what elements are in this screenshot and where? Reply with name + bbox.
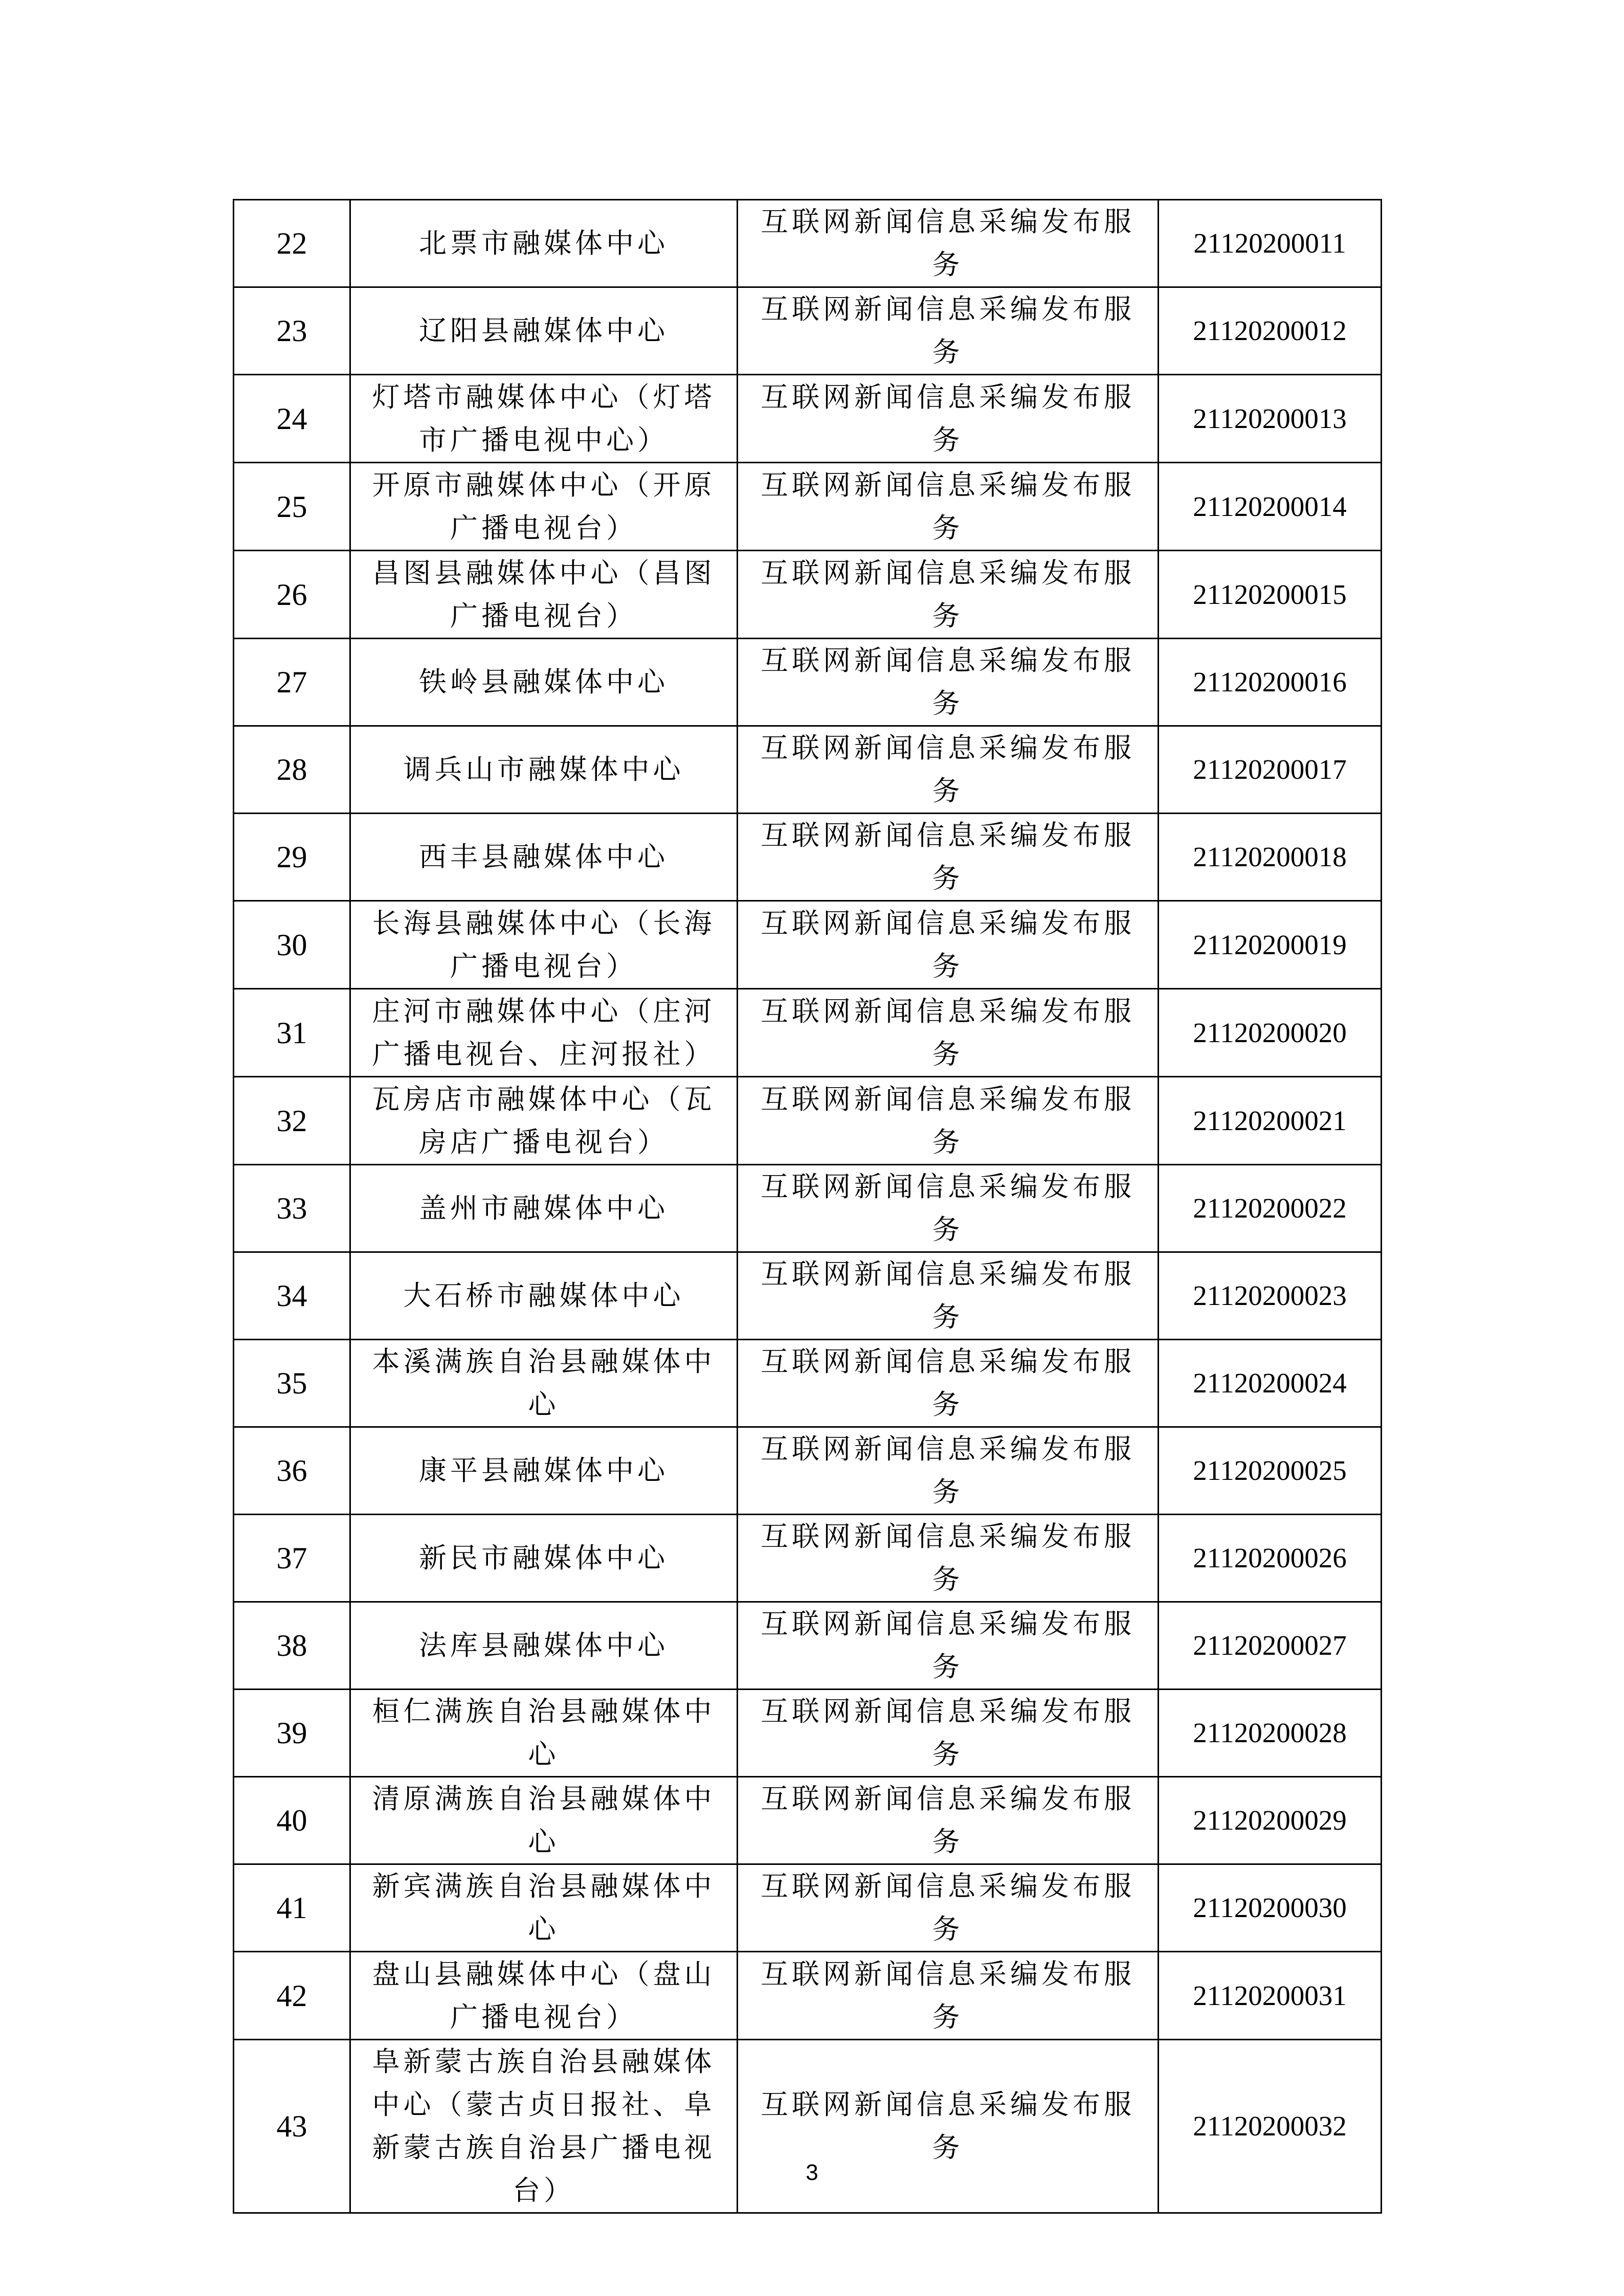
table-row — [234, 200, 1382, 287]
row-index: 28 — [234, 726, 350, 814]
row-index: 24 — [234, 375, 350, 463]
row-index: 42 — [234, 1952, 350, 2040]
license-code: 21120200020 — [1159, 989, 1382, 1077]
row-index: 32 — [234, 1077, 350, 1165]
license-code: 21120200019 — [1159, 901, 1382, 989]
organization-name: 辽阳县融媒体中心 — [350, 287, 738, 375]
service-type: 互联网新闻信息采编发布服务 — [738, 989, 1159, 1077]
license-code: 21120200024 — [1159, 1340, 1382, 1427]
service-type: 互联网新闻信息采编发布服务 — [738, 726, 1159, 814]
row-index: 38 — [234, 1602, 350, 1690]
table-row — [234, 1427, 1382, 1515]
row-index: 27 — [234, 639, 350, 726]
table-row — [234, 463, 1382, 551]
service-type: 互联网新闻信息采编发布服务 — [738, 814, 1159, 901]
organization-name: 新宾满族自治县融媒体中心 — [350, 1864, 738, 1952]
service-type: 互联网新闻信息采编发布服务 — [738, 2040, 1159, 2213]
license-code: 21120200029 — [1159, 1777, 1382, 1864]
organization-name: 瓦房店市融媒体中心（瓦房店广播电视台） — [350, 1077, 738, 1165]
table-row — [234, 1777, 1382, 1864]
row-index: 35 — [234, 1340, 350, 1427]
service-type: 互联网新闻信息采编发布服务 — [738, 463, 1159, 551]
table-row — [234, 901, 1382, 989]
organization-name: 北票市融媒体中心 — [350, 200, 738, 287]
organization-name: 长海县融媒体中心（长海广播电视台） — [350, 901, 738, 989]
license-code: 21120200026 — [1159, 1515, 1382, 1602]
organization-name: 盘山县融媒体中心（盘山广播电视台） — [350, 1952, 738, 2040]
organization-name: 铁岭县融媒体中心 — [350, 639, 738, 726]
service-type: 互联网新闻信息采编发布服务 — [738, 901, 1159, 989]
page-number: 3 — [806, 2160, 818, 2185]
service-type: 互联网新闻信息采编发布服务 — [738, 1252, 1159, 1340]
service-type: 互联网新闻信息采编发布服务 — [738, 1777, 1159, 1864]
table-row — [234, 1340, 1382, 1427]
row-index: 29 — [234, 814, 350, 901]
organization-name: 康平县融媒体中心 — [350, 1427, 738, 1515]
license-code: 21120200012 — [1159, 287, 1382, 375]
organization-name: 大石桥市融媒体中心 — [350, 1252, 738, 1340]
license-code: 21120200014 — [1159, 463, 1382, 551]
organization-name: 庄河市融媒体中心（庄河广播电视台、庄河报社） — [350, 989, 738, 1077]
row-index: 33 — [234, 1165, 350, 1252]
table-row — [234, 1690, 1382, 1777]
service-type: 互联网新闻信息采编发布服务 — [738, 1427, 1159, 1515]
table-row — [234, 2040, 1382, 2213]
license-code: 21120200017 — [1159, 726, 1382, 814]
organization-name: 开原市融媒体中心（开原广播电视台） — [350, 463, 738, 551]
organization-name: 法库县融媒体中心 — [350, 1602, 738, 1690]
row-index: 31 — [234, 989, 350, 1077]
row-index: 43 — [234, 2040, 350, 2213]
license-code: 21120200027 — [1159, 1602, 1382, 1690]
service-type: 互联网新闻信息采编发布服务 — [738, 1515, 1159, 1602]
table-row — [234, 1952, 1382, 2040]
organization-name: 阜新蒙古族自治县融媒体中心（蒙古贞日报社、阜新蒙古族自治县广播电视台） — [350, 2040, 738, 2213]
row-index: 41 — [234, 1864, 350, 1952]
service-type: 互联网新闻信息采编发布服务 — [738, 1864, 1159, 1952]
table-row — [234, 814, 1382, 901]
organization-name: 灯塔市融媒体中心（灯塔市广播电视中心） — [350, 375, 738, 463]
service-type: 互联网新闻信息采编发布服务 — [738, 287, 1159, 375]
row-index: 23 — [234, 287, 350, 375]
organization-name: 西丰县融媒体中心 — [350, 814, 738, 901]
table-row — [234, 989, 1382, 1077]
license-code: 21120200032 — [1159, 2040, 1382, 2213]
table-row — [234, 726, 1382, 814]
organization-name: 调兵山市融媒体中心 — [350, 726, 738, 814]
service-type: 互联网新闻信息采编发布服务 — [738, 639, 1159, 726]
organization-name: 昌图县融媒体中心（昌图广播电视台） — [350, 551, 738, 639]
license-code: 21120200011 — [1159, 200, 1382, 287]
license-code: 21120200023 — [1159, 1252, 1382, 1340]
table-row — [234, 1165, 1382, 1252]
table-row — [234, 639, 1382, 726]
table-row — [234, 287, 1382, 375]
service-type: 互联网新闻信息采编发布服务 — [738, 551, 1159, 639]
row-index: 34 — [234, 1252, 350, 1340]
organization-name: 盖州市融媒体中心 — [350, 1165, 738, 1252]
service-type: 互联网新闻信息采编发布服务 — [738, 1340, 1159, 1427]
table-row — [234, 1602, 1382, 1690]
organization-name: 新民市融媒体中心 — [350, 1515, 738, 1602]
registry-table — [233, 199, 1382, 2214]
table-row — [234, 551, 1382, 639]
row-index: 25 — [234, 463, 350, 551]
service-type: 互联网新闻信息采编发布服务 — [738, 1602, 1159, 1690]
row-index: 26 — [234, 551, 350, 639]
organization-name: 本溪满族自治县融媒体中心 — [350, 1340, 738, 1427]
row-index: 30 — [234, 901, 350, 989]
license-code: 21120200030 — [1159, 1864, 1382, 1952]
row-index: 39 — [234, 1690, 350, 1777]
service-type: 互联网新闻信息采编发布服务 — [738, 1690, 1159, 1777]
row-index: 40 — [234, 1777, 350, 1864]
license-code: 21120200018 — [1159, 814, 1382, 901]
service-type: 互联网新闻信息采编发布服务 — [738, 200, 1159, 287]
table-row — [234, 1252, 1382, 1340]
service-type: 互联网新闻信息采编发布服务 — [738, 1165, 1159, 1252]
table-row — [234, 375, 1382, 463]
service-type: 互联网新闻信息采编发布服务 — [738, 375, 1159, 463]
license-code: 21120200022 — [1159, 1165, 1382, 1252]
license-code: 21120200021 — [1159, 1077, 1382, 1165]
service-type: 互联网新闻信息采编发布服务 — [738, 1952, 1159, 2040]
license-code: 21120200031 — [1159, 1952, 1382, 2040]
license-code: 21120200016 — [1159, 639, 1382, 726]
license-code: 21120200013 — [1159, 375, 1382, 463]
row-index: 37 — [234, 1515, 350, 1602]
license-code: 21120200015 — [1159, 551, 1382, 639]
organization-name: 清原满族自治县融媒体中心 — [350, 1777, 738, 1864]
organization-name: 桓仁满族自治县融媒体中心 — [350, 1690, 738, 1777]
row-index: 36 — [234, 1427, 350, 1515]
row-index: 22 — [234, 200, 350, 287]
table-row — [234, 1515, 1382, 1602]
license-code: 21120200025 — [1159, 1427, 1382, 1515]
service-type: 互联网新闻信息采编发布服务 — [738, 1077, 1159, 1165]
table-row — [234, 1077, 1382, 1165]
license-code: 21120200028 — [1159, 1690, 1382, 1777]
table-row — [234, 1864, 1382, 1952]
